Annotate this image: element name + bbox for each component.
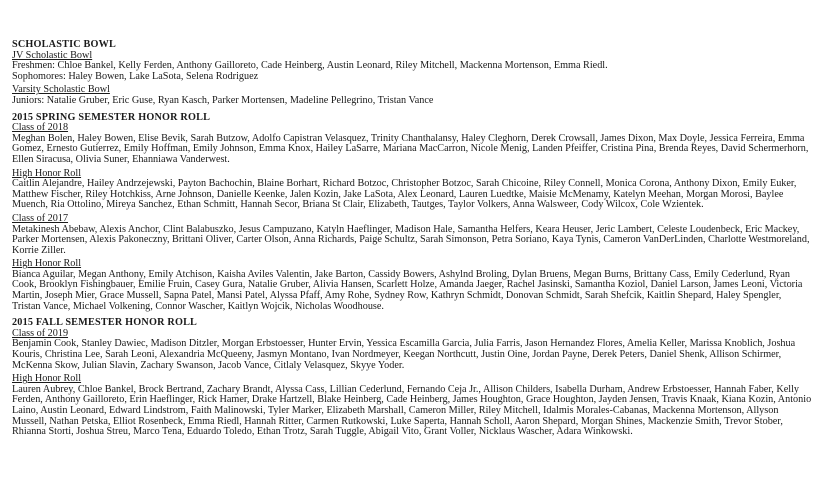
section-scholastic-bowl [12, 40, 812, 107]
section-title: SCHOLASTIC BOWL [12, 39, 117, 50]
group-line: Metakinesh Abebaw, Alexis Anchor, Clint Balabuszko, Jesus Campuzano, Katyln Haeflinger, Madison Hale, Samantha Helfers, Keara Heuser, Jeric Lambert, Celeste Loudenbeck, Eric Mackey, Parker Mortensen, Alexis Pakoneczny, Brittani Oliver, Carter Olson, Anna Richards, Paige Schultz, Sarah Simonson, Petra Soriano, Kaya Tynis, Cameron VanDerLinden, Charlotte Westmoreland, Korrie Ziller. [12, 223, 810, 256]
document-body [12, 40, 812, 438]
group-line: Bianca Aguilar, Megan Anthony, Emily Atchison, Kaisha Aviles Valentin, Jake Barton, Cassidy Bowers, Ashylnd Broling, Dylan Bruens, Megan Burns, Brittany Cass, Emily Cederlund, Ryan Cook, Brooklyn Fishingbauer, Emilie Fruin, Casey Gura, Natalie Gruber, Alivia Hansen, Scarlett Holze, Amanda Jaeger, Rachel Jasinski, Samantha Koziol, Daniel Larson, James Leoni, Victoria Martin, Joseph Mier, Grace Mussell, Sapna Patel, Mansi Patel, Alyssa Pfaff, Amy Rohe, Sydney Row, Kathryn Schmidt, Donovan Schmidt, Sarah Shefcik, Kaitlin Shepard, Haley Spengler, Tristan Vance, Michael Volkening, Connor Wascher, Kaitlyn Wojcik, Nicholas Woodhouse. [12, 268, 803, 312]
group-heading: Class of 2019 [12, 327, 69, 339]
group-heading: High Honor Roll [12, 167, 82, 179]
group-heading: High Honor Roll [12, 258, 82, 270]
group-line: Sophomores: Haley Bowen, Lake LaSota, Selena Rodriguez [12, 70, 259, 82]
group-heading: JV Scholastic Bowl [12, 49, 93, 61]
group-line: Meghan Bolen, Haley Bowen, Elise Bevik, Sarah Butzow, Adolfo Capistran Velasquez, Trinity Chanthalansy, Haley Cleghorn, Derek Crowsall, James Dixon, Max Doyle, Jessica Ferreira, Emma Gomez, Ernesto Gutierrez, Emily Hoffman, Emily Johnson, Emma Knox, Hailey LaSarre, Mariana MacCarron, Nicole Menig, Landen Pfeiffer, Cristina Pina, Brenda Reyes, David Schermerhorn, Ellen Siracusa, Olivia Suner, Ehanniawa Vanderwest. [12, 132, 809, 165]
group-heading: Class of 2017 [12, 212, 69, 224]
group-line: Lauren Aubrey, Chloe Bankel, Brock Bertrand, Zachary Brandt, Alyssa Cass, Lillian Cederlund, Fernando Ceja Jr., Allison Childers, Isabella Durham, Andrew Erbstoesser, Hannah Faber, Kelly Ferden, Anthony Gailloreto, Erin Haeflinger, Rick Hamer, Drake Hartzell, Blake Heinberg, Cade Heinberg, James Houghton, Grace Houghton, Jayden Jensen, Travis Knaak, Kiana Kozin, Antonio Laino, Austin Leonard, Edward Lindstrom, Faith Malinowski, Tyler Marker, Elizabeth Marshall, Cameron Miller, Riley Mitchell, Idalmis Morales-Cabanas, Mackenna Mortenson, Allyson Mussell, Nathan Petska, Elliot Rosenbeck, Emma Riedl, Hannah Ritter, Carmen Rutkowski, Luke Saperta, Hannah Scholl, Aaron Shepard, Morgan Shines, Mackenzie Smith, Trevor Stober, Rhianna Storti, Joshua Streu, Marco Tena, Eduardo Toledo, Ethan Trotz, Sarah Tuggle, Abigail Vito, Grant Voller, Nicklaus Wascher, Adara Winkowski. [12, 383, 812, 438]
group-heading: Varsity Scholastic Bowl [12, 84, 110, 96]
section-spring-honor-roll [12, 113, 812, 313]
section-title: 2015 FALL SEMESTER HONOR ROLL [12, 317, 198, 329]
group-line: Freshmen: Chloe Bankel, Kelly Ferden, Anthony Gailloreto, Cade Heinberg, Austin Leonard, Riley Mitchell, Mackenna Mortenson, Emma Riedl. [12, 60, 608, 72]
group-line: Juniors: Natalie Gruber, Eric Guse, Ryan Kasch, Parker Mortensen, Madeline Pellegrino, Tristan Vance [12, 94, 434, 106]
group-heading: High Honor Roll [12, 373, 82, 385]
group-line: Benjamin Cook, Stanley Dawiec, Madison Ditzler, Morgan Erbstoesser, Hunter Ervin, Yessica Escamilla Garcia, Julia Farris, Jason Hernandez Flores, Amelia Keller, Marissa Knoblich, Joshua Kouris, Christina Lee, Sarah Leoni, Alexandria McQueeny, Jasmyn Montano, Ivan Nordmeyer, Keegan Northcutt, Justin Oine, Jordan Payne, Derek Peters, Daniel Shenk, Allison Schirmer, McKenna Skow, Julian Slavin, Zachary Swanson, Jacob Vance, Citlaly Velasquez, Skyye Yoder. [12, 338, 796, 371]
group-heading: Class of 2018 [12, 122, 69, 134]
group-line: Caitlin Alejandre, Hailey Andrzejewski, Payton Bachochin, Blaine Borhart, Richard Botzoc, Christopher Botzoc, Sarah Chicoine, Riley Connell, Monica Corona, Anthony Dixon, Emily Euker, Matthew Fischer, Riley Hotchkiss, Arne Johnson, Danielle Keenke, Jalen Kozin, Jake LaSota, Alex Leonard, Lauren Luedtke, Maisie McMenamy, Katelyn Meehan, Morgan Morosi, Baylee Muench, Ria Ottolino, Mireya Sanchez, Ethan Schmitt, Hannah Secor, Briana St Clair, Elizabeth, Tautges, Taylor Volkers, Anna Walsweer, Cody Wilcox, Cole Wzientek. [12, 178, 797, 211]
section-fall-honor-roll [12, 318, 812, 438]
section-title: 2015 SPRING SEMESTER HONOR ROLL [12, 111, 211, 123]
